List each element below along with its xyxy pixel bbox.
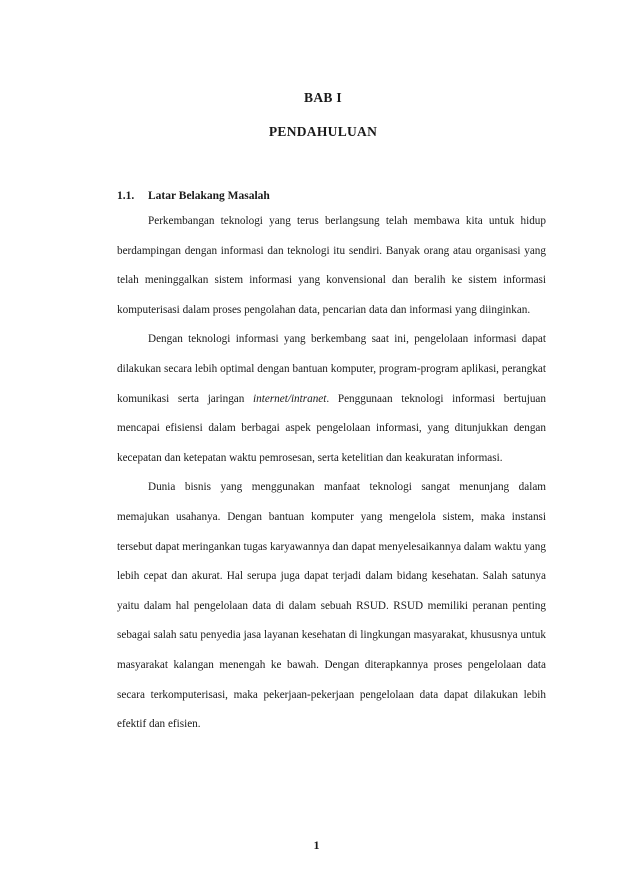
section-title: Latar Belakang Masalah: [148, 190, 270, 202]
section-number: 1.1.: [117, 190, 135, 202]
chapter-title: PENDAHULUAN: [268, 124, 378, 139]
page-number: 1: [313, 838, 320, 852]
section-heading: [117, 190, 270, 202]
paragraph-2-text-before: Dengan teknologi informasi yang berkembang saat ini, pengelolaan informasi dapat dilakukan secara lebih optimal dengan bantuan komputer, program-program aplikasi, perangkat komunikasi serta jaringan: [117, 333, 546, 405]
body-text: [117, 207, 546, 740]
paragraph-3: Dunia bisnis yang menggunakan manfaat teknologi sangat menunjang dalam memajukan usahanya. Dengan bantuan komputer yang mengelola sistem, maka instansi tersebut dapat meringankan tugas karyawannya dan dapat menyelesaikannya dalam waktu yang lebih cepat dan akurat. Hal serupa juga dapat terjadi dalam bidang kesehatan. Salah satunya yaitu dalam hal pengelolaan data di dalam sebuah RSUD. RSUD memiliki peranan penting sebagai salah satu penyedia jasa layanan kesehatan di lingkungan masyarakat, khususnya untuk masyarakat kalangan menengah ke bawah. Dengan diterapkannya proses pengelolaan data secara terkomputerisasi, maka pekerjaan-pekerjaan pengelolaan data dapat dilakukan lebih efektif dan efisien.: [117, 481, 546, 731]
paragraph-2-text-after: . Penggunaan teknologi informasi bertujuan mencapai efisiensi dalam berbagai aspek pengelolaan informasi, yang ditunjukkan dengan kecepatan dan ketepatan waktu pemrosesan, serta ketelitian dan keakuratan informasi.: [117, 392, 546, 464]
paragraph-2-italic-term: internet/intranet: [253, 392, 327, 405]
paragraph-1: Perkembangan teknologi yang terus berlangsung telah membawa kita untuk hidup berdampingan dengan informasi dan teknologi itu sendiri. Banyak orang atau organisasi yang telah meninggalkan sistem informasi yang konvensional dan beralih ke sistem informasi komputerisasi dalam proses pengolahan data, pencarian data dan informasi yang diinginkan.: [117, 215, 546, 316]
chapter-number: BAB I: [304, 90, 342, 105]
paragraph-2: [117, 325, 546, 473]
